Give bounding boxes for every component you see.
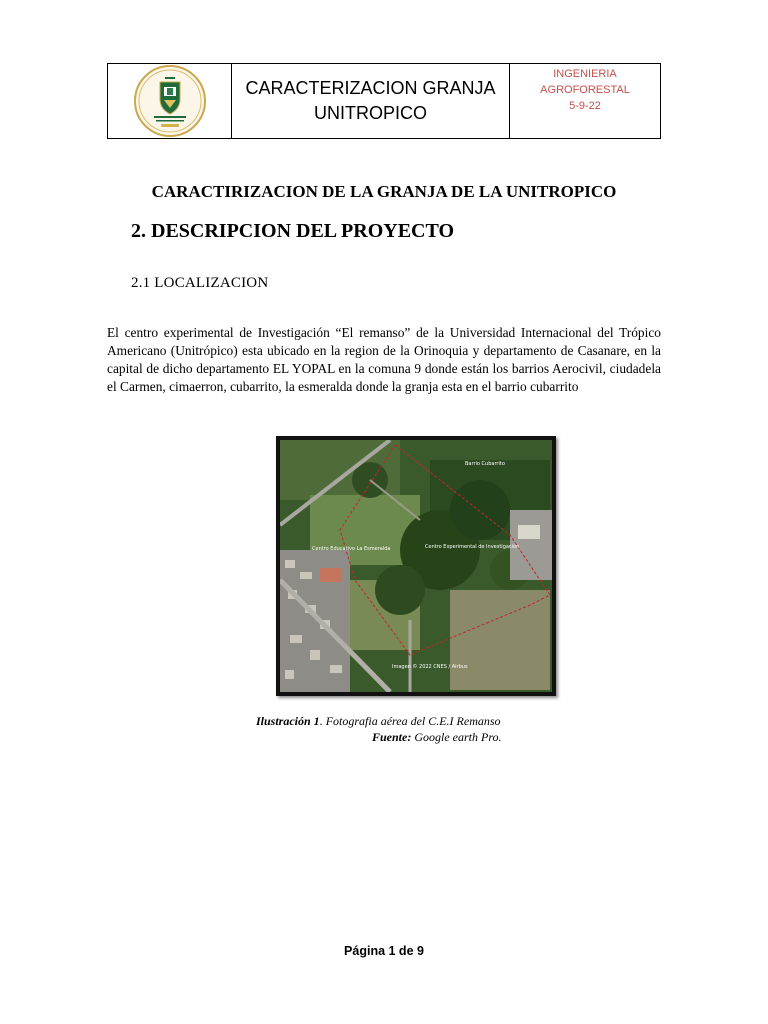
header-title-line2: UNITROPICO — [313, 103, 427, 123]
map-label-d: Barrio Cubarrito — [465, 461, 505, 467]
source-text: Google earth Pro. — [411, 730, 502, 744]
document-title: CARACTIRIZACION DE LA GRANJA DE LA UNITROPICO — [151, 182, 617, 201]
map-label-b: Centro Experimental de Investigación — [425, 544, 520, 550]
header-program-2: AGROFORESTAL — [540, 84, 630, 96]
body-paragraph: El centro experimental de Investigación “El remanso” de la Universidad Internacional del Trópico Americano (Unitrópico) esta ubicado en la region de la Orinoquia y departamento de Casanare, en la capital de dicho departamento EL YOPAL en la comuna 9 donde están los barrios Aerocivil, ciudadela el Carmen, cimaerron, cubarrito, la esmeralda donde la granja esta en el barrio cubarrito — [107, 325, 661, 394]
aerial-map-image — [280, 440, 552, 692]
caption-label: Ilustración 1 — [256, 714, 320, 728]
section-heading: 2. DESCRIPCION DEL PROYECTO — [131, 220, 455, 242]
source-label: Fuente: — [372, 730, 412, 744]
map-label-a: Centro Educativo La Esmeralda — [312, 546, 391, 552]
header-program: INGENIERIA — [553, 68, 617, 80]
page-number: Página 1 de 9 — [344, 944, 424, 958]
map-label-c: Imagen © 2022 CNES / Airbus — [392, 664, 468, 670]
header-table — [107, 63, 661, 139]
header-meta — [510, 64, 660, 138]
header-title — [232, 64, 510, 138]
figure-source — [372, 730, 502, 745]
university-seal-icon — [134, 65, 206, 137]
figure-caption — [256, 714, 501, 729]
aerial-photo — [276, 436, 556, 696]
caption-text: . Fotografia aérea del C.E.I Remanso — [319, 714, 501, 728]
subsection-heading: 2.1 LOCALIZACION — [131, 275, 269, 291]
logo-cell — [108, 64, 232, 138]
header-date: 5-9-22 — [569, 100, 601, 112]
header-title-line1: CARACTERIZACION GRANJA — [245, 78, 496, 98]
